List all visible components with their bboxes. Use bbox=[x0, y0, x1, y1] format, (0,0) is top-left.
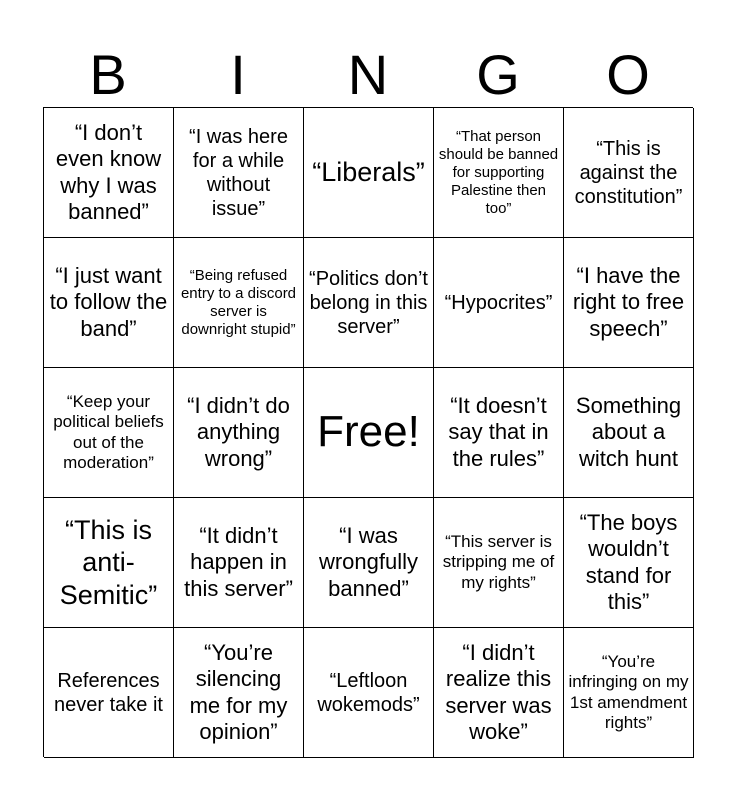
bingo-cell-r4-c5[interactable] bbox=[564, 498, 694, 628]
bingo-cell-r3-c4[interactable] bbox=[434, 368, 564, 498]
bingo-cell-r3-c3-free[interactable] bbox=[304, 368, 434, 498]
bingo-cell-r5-c3[interactable] bbox=[304, 628, 434, 758]
bingo-cell-r1-c4[interactable] bbox=[434, 108, 564, 238]
cell-text: “I was wrongfully banned” bbox=[318, 522, 419, 601]
cell-text: “I have the right to free speech” bbox=[572, 262, 685, 341]
bingo-cell-r2-c5[interactable] bbox=[564, 238, 694, 368]
cell-text: Something about a witch hunt bbox=[575, 392, 682, 471]
cell-text: “Keep your political beliefs out of the moderation” bbox=[53, 391, 164, 472]
header-letter-n: N bbox=[347, 43, 389, 106]
cell-text: “It didn’t happen in this server” bbox=[184, 522, 293, 601]
cell-text: “I didn’t do anything wrong” bbox=[187, 392, 290, 471]
cell-text: “Being refused entry to a discord server is downright stupid” bbox=[180, 266, 297, 338]
bingo-board bbox=[43, 107, 693, 757]
cell-text: “Leftloon wokemods” bbox=[317, 669, 420, 716]
cell-text: “You’re infringing on my 1st amendment rights” bbox=[568, 651, 689, 732]
cell-text: “This server is stripping me of my rights” bbox=[442, 531, 555, 592]
header-letter-o: O bbox=[606, 43, 650, 106]
bingo-cell-r3-c1[interactable] bbox=[44, 368, 174, 498]
header-letter-g: G bbox=[476, 43, 520, 106]
cell-text: “I just want to follow the band” bbox=[49, 262, 168, 341]
cell-text: “Liberals” bbox=[312, 157, 425, 188]
cell-text: “It doesn’t say that in the rules” bbox=[448, 392, 549, 471]
free-space-text: Free! bbox=[317, 407, 420, 457]
header-letter-i: I bbox=[230, 43, 246, 106]
cell-text: “I was here for a while without issue” bbox=[189, 125, 288, 220]
header-letter-b: B bbox=[89, 43, 127, 106]
bingo-cell-r3-c5[interactable] bbox=[564, 368, 694, 498]
bingo-header bbox=[43, 42, 693, 108]
bingo-cell-r4-c1[interactable] bbox=[44, 498, 174, 628]
bingo-cell-r4-c3[interactable] bbox=[304, 498, 434, 628]
bingo-cell-r2-c4[interactable] bbox=[434, 238, 564, 368]
bingo-cell-r5-c4[interactable] bbox=[434, 628, 564, 758]
bingo-cell-r2-c3[interactable] bbox=[304, 238, 434, 368]
cell-text: “I didn’t realize this server was woke” bbox=[445, 639, 552, 744]
bingo-cell-r1-c1[interactable] bbox=[44, 108, 174, 238]
cell-text: References never take it bbox=[54, 669, 163, 716]
bingo-cell-r1-c3[interactable] bbox=[304, 108, 434, 238]
cell-text: “I don’t even know why I was banned” bbox=[55, 119, 162, 224]
bingo-cell-r4-c4[interactable] bbox=[434, 498, 564, 628]
cell-text: “Hypocrites” bbox=[444, 291, 553, 314]
bingo-cell-r2-c1[interactable] bbox=[44, 238, 174, 368]
bingo-cell-r4-c2[interactable] bbox=[174, 498, 304, 628]
cell-text: “You’re silencing me for my opinion” bbox=[189, 639, 288, 744]
bingo-cell-r5-c1[interactable] bbox=[44, 628, 174, 758]
bingo-cell-r1-c5[interactable] bbox=[564, 108, 694, 238]
cell-text: “Politics don’t belong in this server” bbox=[309, 267, 428, 338]
cell-text: “This is anti-Semitic” bbox=[59, 514, 158, 610]
bingo-cell-r2-c2[interactable] bbox=[174, 238, 304, 368]
cell-text: “That person should be banned for supporting Palestine then too” bbox=[438, 127, 559, 217]
bingo-cell-r3-c2[interactable] bbox=[174, 368, 304, 498]
bingo-cell-r1-c2[interactable] bbox=[174, 108, 304, 238]
cell-text: “The boys wouldn’t stand for this” bbox=[579, 509, 678, 614]
bingo-cell-r5-c2[interactable] bbox=[174, 628, 304, 758]
cell-text: “This is against the constitution” bbox=[574, 137, 683, 208]
bingo-cell-r5-c5[interactable] bbox=[564, 628, 694, 758]
